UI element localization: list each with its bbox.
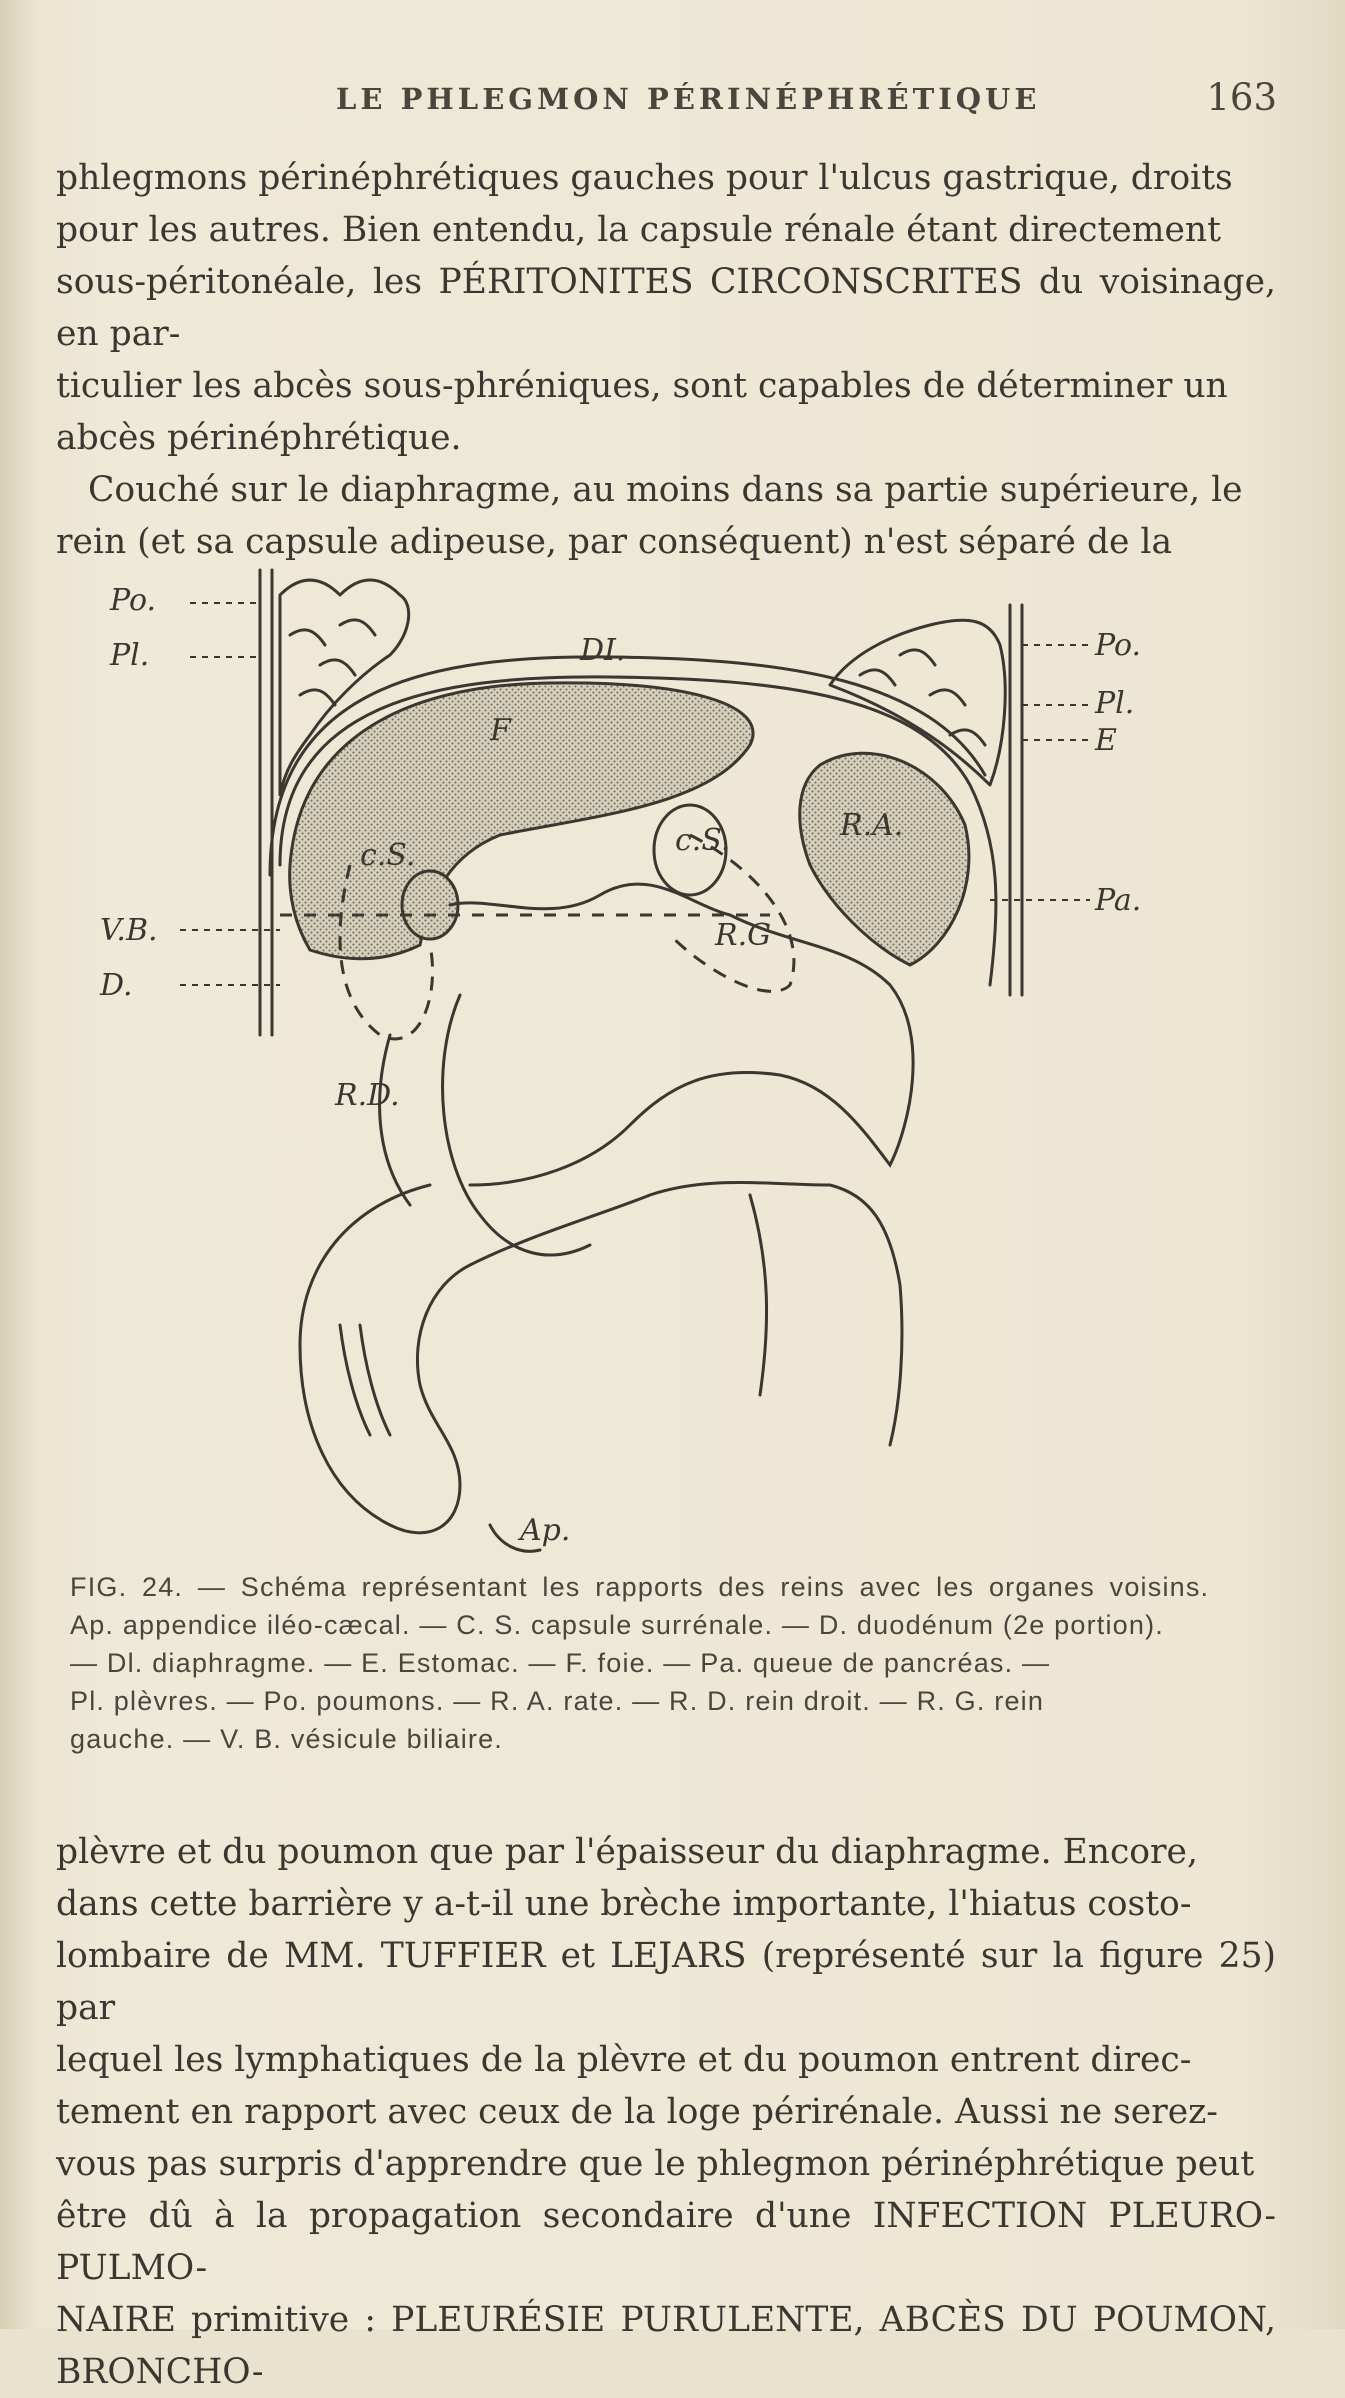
label-po-left: Po. bbox=[110, 583, 157, 618]
page-number: 163 bbox=[1206, 76, 1277, 119]
label-d: D. bbox=[100, 968, 133, 1003]
caption-line: — Dl. diaphragme. — E. Estomac. — F. foie. — Pa. queue de pancréas. — bbox=[70, 1648, 1051, 1678]
label-ra: R.A. bbox=[840, 808, 904, 843]
label-pl-right: Pl. bbox=[1095, 686, 1135, 721]
label-pa: Pa. bbox=[1095, 883, 1142, 918]
caption-title: FIG. 24. — Schéma représentant les rapports des reins avec les organes voisins. bbox=[70, 1572, 1210, 1602]
anatomical-figure bbox=[100, 565, 1190, 1555]
label-po-right: Po. bbox=[1095, 628, 1142, 663]
running-title: LE PHLEGMON PÉRINÉPHRÉTIQUE bbox=[336, 82, 1041, 116]
colon-outline bbox=[300, 1185, 650, 1533]
page-header bbox=[0, 76, 1345, 122]
label-di: DI. bbox=[580, 633, 626, 668]
label-e: E bbox=[1095, 723, 1117, 758]
figure-caption bbox=[70, 1568, 1280, 1758]
text-line: tement en rapport avec ceux de la loge périrénale. Aussi ne serez- bbox=[56, 2092, 1218, 2132]
text-line: ticulier les abcès sous-phréniques, sont capables de déterminer un bbox=[56, 366, 1228, 406]
label-rd: R.D. bbox=[335, 1078, 400, 1113]
label-f: F bbox=[490, 713, 511, 748]
caption-line: gauche. — V. B. vésicule biliaire. bbox=[70, 1724, 504, 1754]
text-line: être dû à la propagation secondaire d'une INFECTION PLEURO-PULMO- bbox=[56, 2196, 1276, 2288]
text-line: abcès périnéphrétique. bbox=[56, 418, 462, 458]
label-pl-left: Pl. bbox=[110, 638, 150, 673]
text-line: sous-péritonéale, les PÉRITONITES CIRCONSCRITES du voisinage, en par- bbox=[56, 262, 1276, 354]
text-line: lequel les lymphatiques de la plèvre et du poumon entrent direc- bbox=[56, 2040, 1192, 2080]
caption-line: Pl. plèvres. — Po. poumons. — R. A. rate. — R. D. rein droit. — R. G. rein bbox=[70, 1686, 1045, 1716]
text-line: pour les autres. Bien entendu, la capsule rénale étant directement bbox=[56, 210, 1221, 250]
figure-drawing bbox=[100, 565, 1190, 1555]
label-ap: Ap. bbox=[520, 1513, 571, 1548]
text-line: dans cette barrière y a-t-il une brèche importante, l'hiatus costo- bbox=[56, 1884, 1192, 1924]
caption-line: Ap. appendice iléo-cæcal. — C. S. capsule surrénale. — D. duodénum (2e portion). bbox=[70, 1610, 1165, 1640]
text-line: lombaire de MM. TUFFIER et LEJARS (représenté sur la figure 25) par bbox=[56, 1936, 1276, 2028]
paragraph-2 bbox=[56, 1826, 1276, 2398]
label-rg: R.G bbox=[715, 918, 772, 953]
label-cs-left: c.S. bbox=[360, 838, 416, 873]
text-line: NAIRE primitive : PLEURÉSIE PURULENTE, ABCÈS DU POUMON, BRONCHO- bbox=[56, 2300, 1276, 2392]
paragraph-1 bbox=[56, 152, 1276, 568]
text-line: vous pas surpris d'apprendre que le phlegmon périnéphrétique peut bbox=[56, 2144, 1255, 2184]
text-line: Couché sur le diaphragme, au moins dans sa partie supérieure, le bbox=[88, 470, 1243, 510]
text-line: plèvre et du poumon que par l'épaisseur du diaphragme. Encore, bbox=[56, 1832, 1198, 1872]
left-kidney-outline bbox=[670, 835, 794, 991]
label-vb: V.B. bbox=[100, 913, 158, 948]
text-line: phlegmons périnéphrétiques gauches pour l'ulcus gastrique, droits bbox=[56, 158, 1233, 198]
liver-shape bbox=[290, 683, 753, 959]
text-line: rein (et sa capsule adipeuse, par conséquent) n'est séparé de la bbox=[56, 522, 1173, 562]
label-cs-right: c.S. bbox=[675, 823, 731, 858]
stomach-outline bbox=[450, 884, 913, 1185]
spleen-shape bbox=[800, 753, 969, 965]
